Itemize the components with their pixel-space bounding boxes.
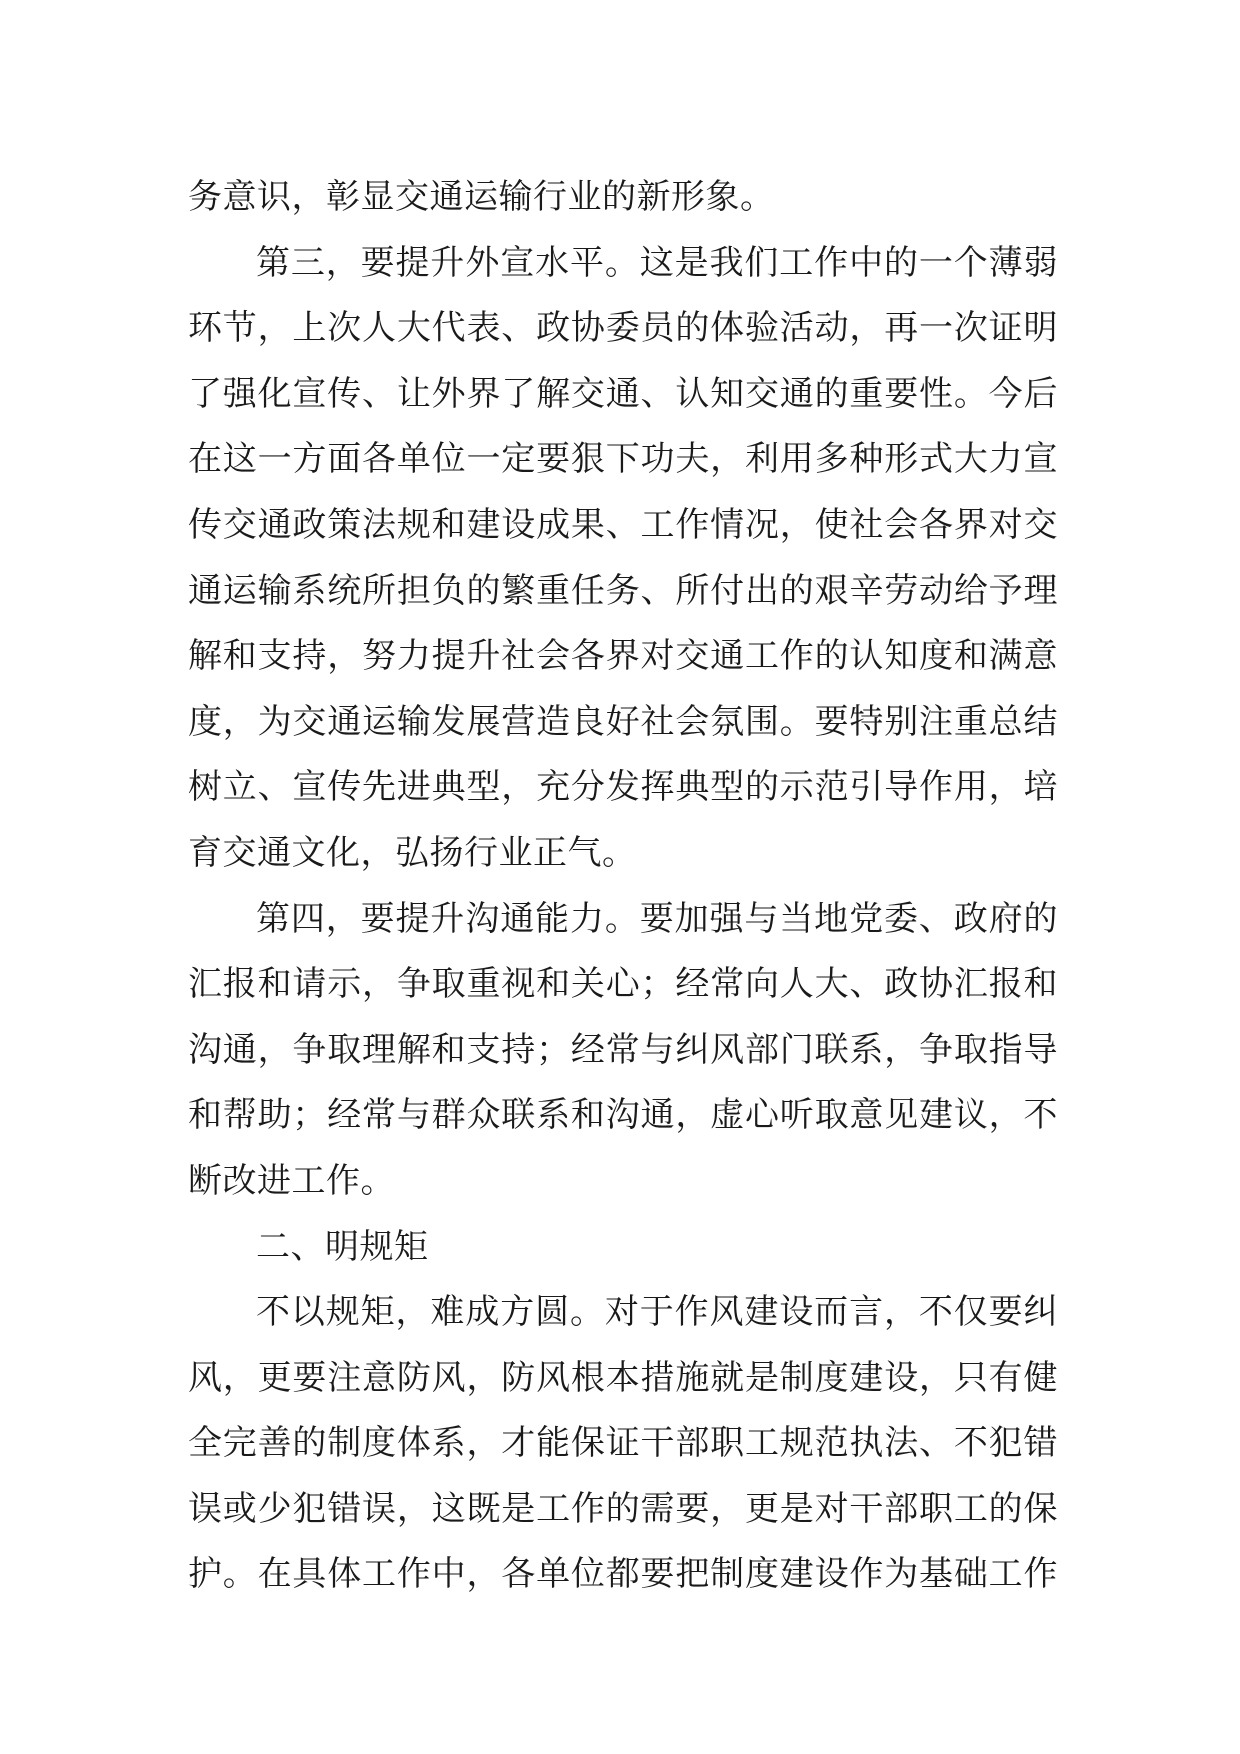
text-line: 通运输系统所担负的繁重任务、所付出的艰辛劳动给予理 (188, 570, 1058, 611)
text-line: 全完善的制度体系，才能保证干部职工规范执法、不犯错 (188, 1423, 1058, 1464)
text-line: 汇报和请示，争取重视和关心；经常向人大、政协汇报和 (188, 964, 1058, 1005)
paragraph-start-line: 不以规矩，难成方圆。对于作风建设而言，不仅要纠 (256, 1292, 1058, 1333)
text-line: 度，为交通运输发展营造良好社会氛围。要特别注重总结 (188, 701, 1058, 742)
paragraph-start-line: 第三，要提升外宣水平。这是我们工作中的一个薄弱 (256, 242, 1058, 283)
text-line: 和帮助；经常与群众联系和沟通，虚心听取意见建议，不 (188, 1095, 1058, 1136)
text-line: 风，更要注意防风，防风根本措施就是制度建设，只有健 (188, 1357, 1058, 1398)
text-line: 解和支持，努力提升社会各界对交通工作的认知度和满意 (188, 636, 1058, 677)
text-line: 误或少犯错误，这既是工作的需要，更是对干部职工的保 (188, 1488, 1058, 1529)
text-line: 护。在具体工作中，各单位都要把制度建设作为基础工作 (188, 1554, 1058, 1595)
document-page (188, 165, 1058, 1608)
section-heading: 二、明规矩 (256, 1226, 429, 1267)
text-line: 树立、宣传先进典型，充分发挥典型的示范引导作用，培 (188, 767, 1058, 808)
paragraph-start-line: 第四，要提升沟通能力。要加强与当地党委、政府的 (256, 898, 1058, 939)
text-line: 在这一方面各单位一定要狠下功夫，利用多种形式大力宣 (188, 439, 1058, 480)
text-line: 育交通文化，弘扬行业正气。 (188, 832, 637, 873)
text-line: 务意识，彰显交通运输行业的新形象。 (188, 177, 775, 217)
text-line: 环节，上次人大代表、政协委员的体验活动，再一次证明 (188, 308, 1058, 349)
text-line: 传交通政策法规和建设成果、工作情况，使社会各界对交 (188, 504, 1058, 545)
text-line: 沟通，争取理解和支持；经常与纠风部门联系，争取指导 (188, 1029, 1058, 1070)
text-line: 了强化宣传、让外界了解交通、认知交通的重要性。今后 (188, 373, 1058, 414)
text-line: 断改进工作。 (188, 1160, 395, 1201)
